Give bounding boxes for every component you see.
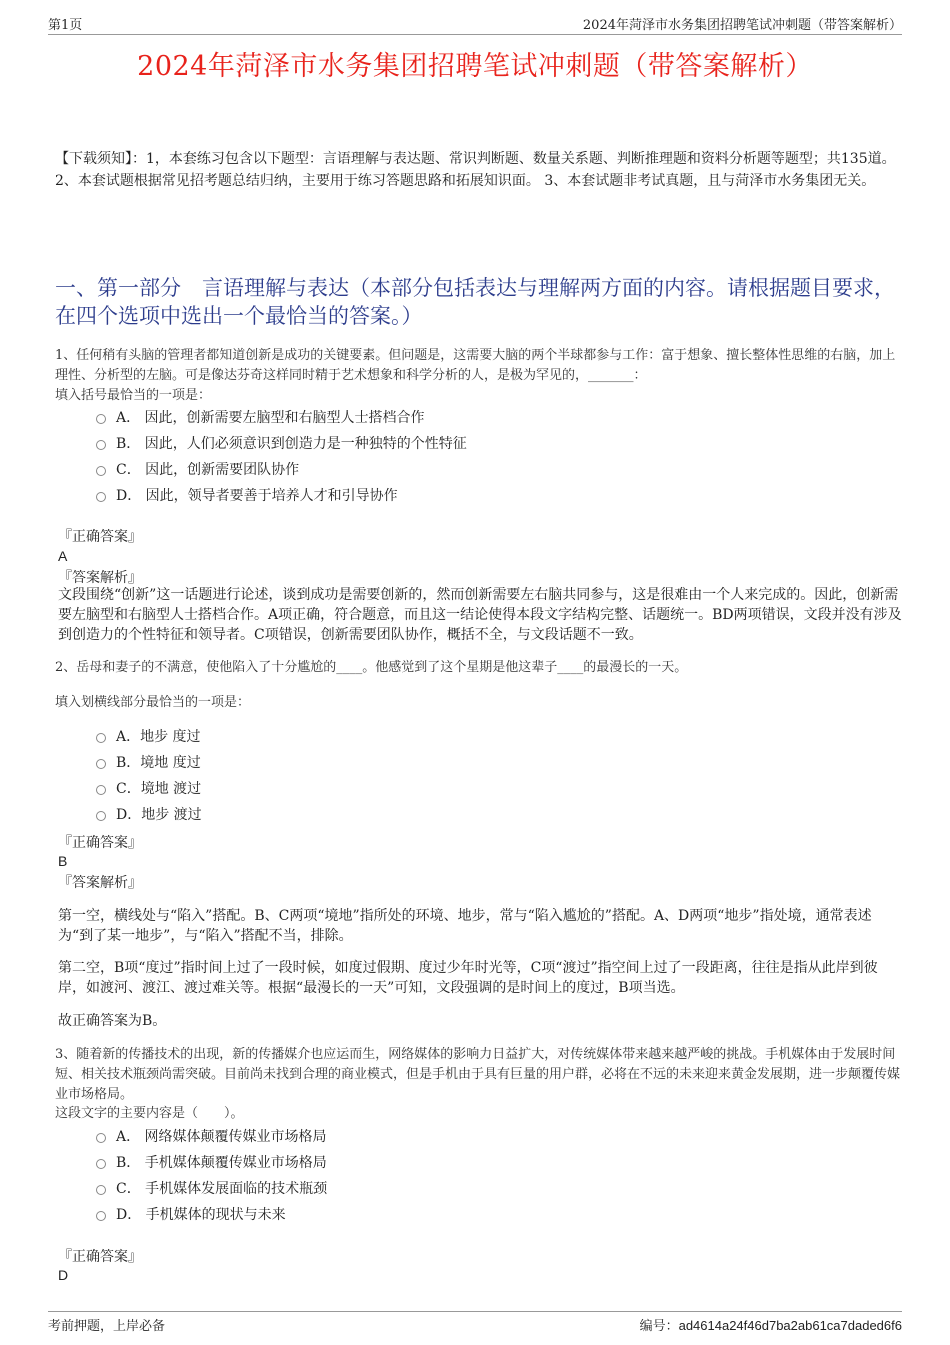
analysis-label: 『答案解析』 <box>58 875 142 891</box>
question-2-options <box>96 724 202 828</box>
question-3-stem: 3、随着新的传播技术的出现，新的传播媒介也应运而生，网络媒体的影响力日益扩大，对传统媒体带来越来越严峻的挑战。手机媒体由于发展时间短、相关技术瓶颈尚需突破。目前尚未找到合理的商业模式，但是手机由于具有巨量的用户群，必将在不远的未来迎来黄金发展期，进一步颠覆传媒业市场格局。 <box>55 1047 901 1102</box>
radio-icon[interactable] <box>96 440 106 450</box>
page-number: 第1页 <box>48 18 83 33</box>
option-b[interactable]: B．境地 度过 <box>96 750 202 776</box>
option-a[interactable]: A． 网络媒体颠覆传媒业市场格局 <box>96 1124 327 1150</box>
document-title: 2024年菏泽市水务集团招聘笔试冲刺题（带答案解析） <box>137 51 813 82</box>
option-d[interactable]: D．地步 渡过 <box>96 802 202 828</box>
question-2-stem: 2、岳母和妻子的不满意，使他陷入了十分尴尬的____。他感觉到了这个星期是他这辈子____的最漫长的一天。 <box>55 660 688 675</box>
question-2-analysis-2: 第二空，B项“度过”指时间上过了一段时候，如度过假期、度过少年时光等，C项“渡过”指空间上过了一段距离，往往是指从此岸到彼岸，如渡河、渡江、渡过难关等。根据“最漫长的一天”可知，文段强调的是时间上的度过，B项当选。 <box>58 960 878 996</box>
option-c[interactable]: C．境地 渡过 <box>96 776 202 802</box>
header-doc-title: 2024年菏泽市水务集团招聘笔试冲刺题（带答案解析） <box>582 18 902 33</box>
question-1-prompt: 填入括号最恰当的一项是： <box>55 388 212 403</box>
radio-icon[interactable] <box>96 759 106 769</box>
option-a[interactable]: A．地步 度过 <box>96 724 202 750</box>
footer-slogan: 考前押题，上岸必备 <box>48 1319 166 1334</box>
question-1-stem: 1、任何稍有头脑的管理者都知道创新是成功的关键要素。但问题是，这需要大脑的两个半球都参与工作：富于想象、擅长整体性思维的右脑，加上理性、分析型的左脑。可是像达芬奇这样同时精于艺术想象和科学分析的人，是极为罕见的，_______： <box>55 348 896 383</box>
analysis-label: 『答案解析』 <box>58 570 142 586</box>
radio-icon[interactable] <box>96 733 106 743</box>
radio-icon[interactable] <box>96 466 106 476</box>
radio-icon[interactable] <box>96 1185 106 1195</box>
correct-answer-label: 『正确答案』 <box>58 835 142 851</box>
option-d[interactable]: D． 因此，领导者要善于培养人才和引导协作 <box>96 483 467 509</box>
page-header <box>48 14 902 35</box>
radio-icon[interactable] <box>96 492 106 502</box>
option-d[interactable]: D． 手机媒体的现状与未来 <box>96 1202 327 1228</box>
correct-answer-label: 『正确答案』 <box>58 529 142 545</box>
radio-icon[interactable] <box>96 1211 106 1221</box>
option-b[interactable]: B． 手机媒体颠覆传媒业市场格局 <box>96 1150 327 1176</box>
question-1-options <box>96 405 467 509</box>
section-heading: 一、第一部分 言语理解与表达（本部分包括表达与理解两方面的内容。请根据题目要求，在四个选项中选出一个最恰当的答案。） <box>55 276 895 328</box>
option-a[interactable]: A． 因此，创新需要左脑型和右脑型人士搭档合作 <box>96 405 467 431</box>
option-c[interactable]: C． 手机媒体发展面临的技术瓶颈 <box>96 1176 327 1202</box>
correct-answer-label: 『正确答案』 <box>58 1249 142 1265</box>
question-2-analysis-1: 第一空，横线处与“陷入”搭配。B、C两项“境地”指所处的环境、地步，常与“陷入尴尬的”搭配。A、D两项“地步”指处境，通常表述为“到了某一地步”，与“陷入”搭配不当，排除。 <box>58 908 872 944</box>
radio-icon[interactable] <box>96 1133 106 1143</box>
question-2-prompt: 填入划横线部分最恰当的一项是： <box>55 695 251 710</box>
option-c[interactable]: C． 因此，创新需要团队协作 <box>96 457 467 483</box>
question-1-analysis: 文段围绕“创新”这一话题进行论述，谈到成功是需要创新的，然而创新需要左右脑共同参与，这是很难由一个人来完成的。因此，创新需要左脑型和右脑型人士搭档合作。A项正确，符合题意，而且这一结论使得本段文字结构完整、话题统一。BD两项错误，文段并没有涉及到创造力的个性特征和领导者。C项错误，创新需要团队协作，概括不全，与文段话题不一致。 <box>58 587 902 643</box>
page-footer <box>48 1311 902 1334</box>
radio-icon[interactable] <box>96 785 106 795</box>
question-2-analysis-3: 故正确答案为B。 <box>58 1013 167 1029</box>
question-3-options <box>96 1124 327 1228</box>
radio-icon[interactable] <box>96 414 106 424</box>
radio-icon[interactable] <box>96 811 106 821</box>
question-2-answer: B <box>58 853 68 869</box>
question-1-answer: A <box>58 548 68 564</box>
option-b[interactable]: B． 因此，人们必须意识到创造力是一种独特的个性特征 <box>96 431 467 457</box>
download-notice: 【下载须知】：1，本套练习包含以下题型：言语理解与表达题、常识判断题、数量关系题、判断推理题和资料分析题等题型；共135道。 2、本套试题根据常见招考题总结归纳，主要用于练习答题思路和拓展知识面。 3、本套试题非考试真题，且与菏泽市水务集团无关。 <box>55 151 896 189</box>
footer-code: 编号：ad4614a24f46d7ba2ab61ca7daded6f6 <box>639 1318 902 1334</box>
radio-icon[interactable] <box>96 1159 106 1169</box>
question-3-prompt: 这段文字的主要内容是（ ）。 <box>55 1106 244 1121</box>
question-3-answer: D <box>58 1267 69 1283</box>
